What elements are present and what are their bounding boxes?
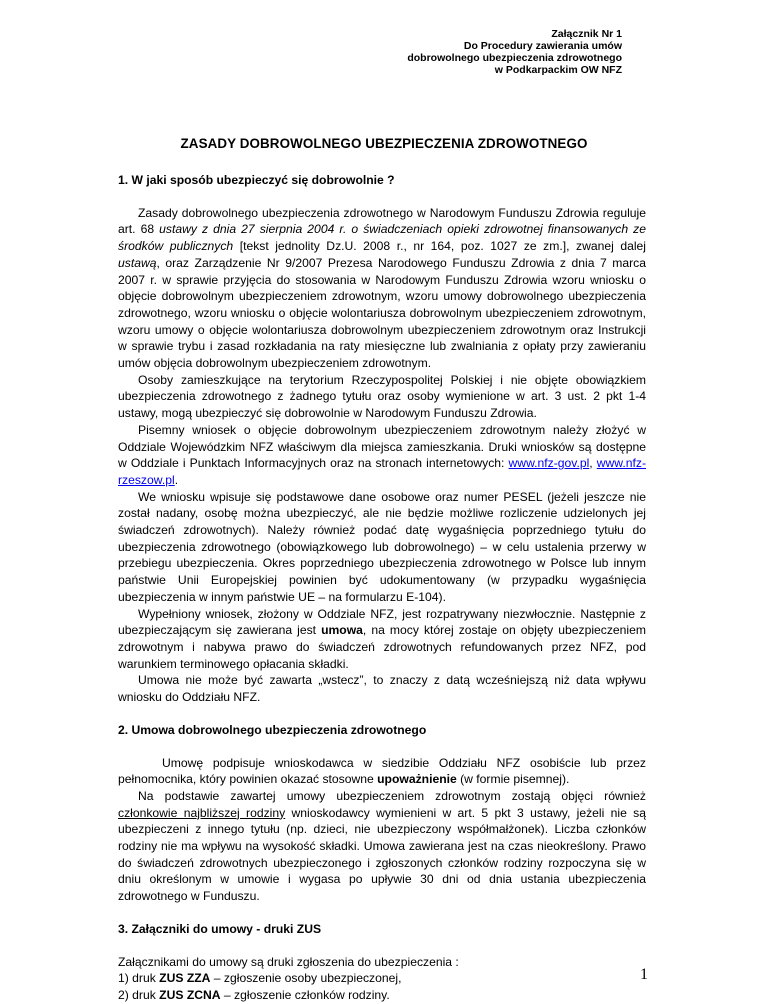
section-1-paragraph-5: [118, 606, 646, 673]
text-span: – zgłoszenie członków rodziny.: [220, 987, 390, 1002]
text-span: Na podstawie zawartej umowy ubezpieczeniem zdrowotnym zostają objęci również: [138, 788, 646, 803]
section-2-heading: 2. Umowa dobrowolnego ubezpieczenia zdrowotnego: [118, 722, 427, 737]
text-span: Wypełniony wniosek, złożony w Oddziale NFZ, jest rozpatrywany niezwłocznie. Następnie z ubezpieczającym się zawierana jest: [118, 606, 646, 638]
text-span: Zasady dobrowolnego ubezpieczenia zdrowotnego w Narodowym Funduszu Zdrowia reguluje art. 68: [118, 205, 646, 237]
document-title: ZASADY DOBROWOLNEGO UBEZPIECZENIA ZDROWOTNEGO: [180, 136, 588, 151]
section-1-paragraph-4: We wniosku wpisuje się podstawowe dane osobowe oraz numer PESEL (jeżeli jeszcze nie został nadany, osobę można ubezpieczyć, ale nie będzie możliwe rozliczenie udzielonych jej świadczeń zdrowotnych). Należy również podać datę wygaśnięcia poprzedniego tytułu do ubezpieczenia zdrowotnego (obowiązkowego lub dobrowolnego) – w celu ustalenia przerwy w przebiegu ubezpieczenia. Okres poprzedniego ubezpieczenia zdrowotnego w Polsce lub innym państwie Unii Europejskiej powinien być udokumentowany (w przypadku wygaśnięcia ubezpieczenia w innym państwie UE – na formularzu E-104).: [118, 489, 646, 604]
section-1-paragraph-1: [118, 205, 646, 372]
text-span: 2) druk: [118, 987, 160, 1002]
section-1-paragraph-2: Osoby zamieszkujące na terytorium Rzeczypospolitej Polskiej i nie objęte obowiązkiem ubezpieczenia zdrowotnego z żadnego tytułu oraz osoby wymienione w art. 3 ust. 2 pkt 1-4 ustawy, mogą ubezpieczyć się dobrowolnie w Narodowym Funduszu Zdrowia.: [118, 372, 646, 421]
text-span: .: [174, 472, 179, 487]
annex-line-2: Do Procedury zawierania umów: [463, 40, 622, 52]
attachment-item-2: [118, 987, 646, 1004]
text-span: Umowę podpisuje wnioskodawca w siedzibie Oddziału NFZ osobiście lub przez pełnomocnika, który powinien okazać stosowne: [118, 755, 646, 787]
section-3-intro: Załącznikami do umowy są druki zgłoszenia do ubezpieczenia :: [118, 954, 459, 969]
term-bold: upoważnienie: [377, 772, 457, 787]
term-italic: ustawą: [118, 255, 157, 270]
form-code-bold: ZUS ZCNA: [159, 987, 221, 1002]
text-span: ,: [589, 456, 597, 471]
section-1-paragraph-3: [118, 422, 646, 489]
annex-line-1: Załącznik Nr 1: [551, 28, 622, 40]
annex-line-3: dobrowolnego ubezpieczenia zdrowotnego: [407, 52, 622, 64]
text-span: wnioskodawcy wymienieni w art. 5 pkt 3 ustawy, jeżeli nie są ubezpieczeni z innego tytułu (np. dzieci, nie ubezpieczony współmałżonek). Liczba członków rodziny nie ma wpływu na wysokość składki. Umowa zawierana jest na czas nieokreślony. Prawo do świadczeń zdrowotnych ubezpieczonego i zgłoszonych członków rodziny rozpoczyna się w dniu określonym w umowie i wygasa po upływie 30 dni od dnia ustania ubezpieczenia zdrowotnego w Funduszu.: [118, 805, 646, 904]
document-body: [118, 172, 646, 1004]
attachment-item-1: [118, 970, 646, 987]
text-span: , oraz Zarządzenie Nr 9/2007 Prezesa Narodowego Funduszu Zdrowia z dnia 7 marca 2007 r. w sprawie przyjęcia do stosowania w Narodowym Funduszu Zdrowia wzoru wniosku o objęcie dobrowolnym ubezpieczeniem zdrowotnym, wzoru umowy dobrowolnego ubezpieczenia zdrowotnego, wzoru wniosku o objęcie wolontariusza dobrowolnym ubezpieczeniem zdrowotnym, wzoru umowy o objęcie wolontariusza dobrowolnym ubezpieczeniem zdrowotnym oraz Instrukcji w sprawie trybu i zasad rozkładania na raty miesięczne lub zwalniania z opłaty przy zawieraniu umów objęcia dobrowolnym ubezpieczeniem zdrowotnym.: [118, 255, 646, 371]
section-2-paragraph-2: [118, 788, 646, 905]
annex-line-4: w Podkarpackim OW NFZ: [494, 64, 622, 76]
section-1-paragraph-6: Umowa nie może być zawarta „wstecz”, to znaczy z datą wcześniejszą niż data wpływu wniosku do Oddziału NFZ.: [118, 673, 646, 705]
text-span: [tekst jednolity Dz.U. 2008 r., nr 164, poz. 1027 ze zm.], zwanej dalej: [233, 239, 646, 254]
text-span: , na mocy której zostaje on objęty ubezpieczeniem zdrowotnym i nabywa prawo do świadczeń zdrowotnych refundowanych przez NFZ, pod warunkiem terminowego opłacania składki.: [118, 623, 646, 671]
section-1-heading: 1. W jaki sposób ubezpieczyć się dobrowolnie ?: [118, 173, 395, 187]
section-2-paragraph-1: [118, 755, 646, 788]
term-underlined: członkowie najbliższej rodziny: [118, 805, 286, 820]
section-3-heading: 3. Załączniki do umowy - druki ZUS: [118, 921, 322, 936]
link-nfz-gov[interactable]: www.nfz-gov.pl: [508, 456, 590, 471]
page-number: 1: [640, 966, 648, 983]
annex-header: [407, 28, 622, 76]
link-nfz-rzeszow[interactable]: www.nfz-rzeszow.pl: [118, 456, 647, 487]
text-span: 1) druk: [118, 971, 160, 986]
text-span: – zgłoszenie osoby ubezpieczonej,: [210, 971, 402, 986]
text-span: (w formie pisemnej).: [456, 772, 570, 787]
term-bold: umowa: [321, 623, 363, 638]
text-span: Pisemny wniosek o objęcie dobrowolnym ubezpieczeniem zdrowotnym należy złożyć w Oddziale Wojewódzkim NFZ właściwym dla miejsca zamieszkania. Druki wniosków są dostępne w Oddziale i Punktach Informacyjnych oraz na stronach internetowych:: [118, 422, 646, 471]
form-code-bold: ZUS ZZA: [159, 971, 211, 986]
act-title-italic: ustawy z dnia 27 sierpnia 2004 r. o świadczeniach opieki zdrowotnej finansowanych ze środków publicznych: [118, 222, 646, 254]
